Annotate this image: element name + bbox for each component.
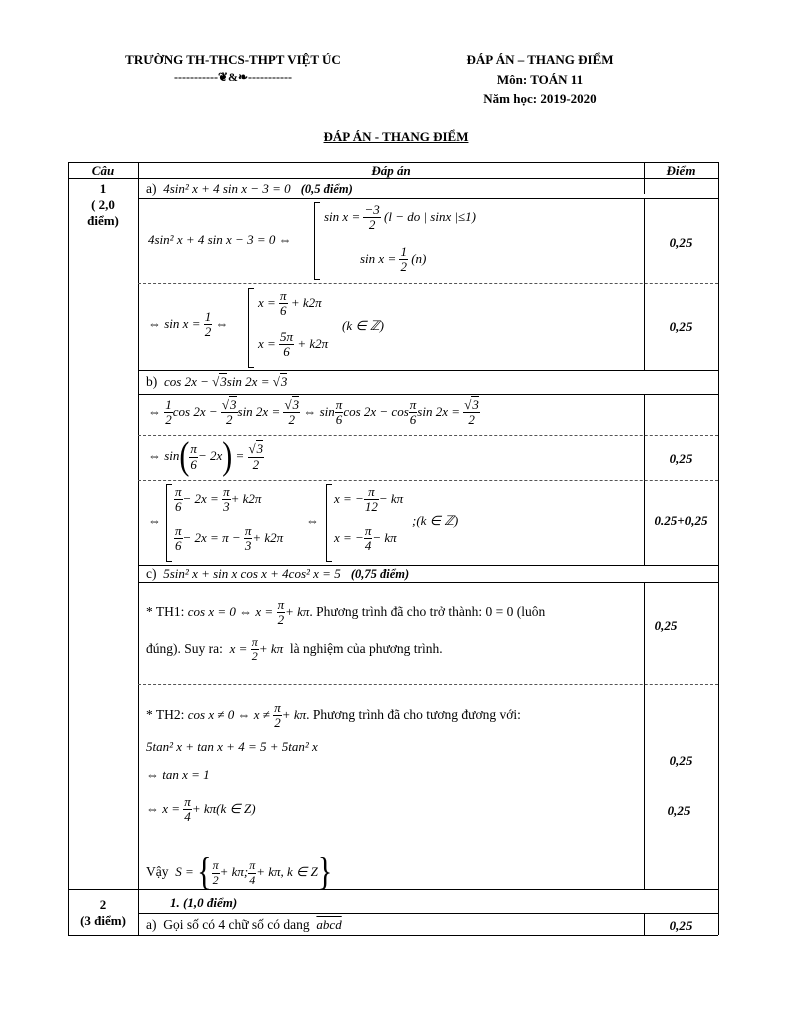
school-year: Năm học: 2019-2020 (483, 91, 597, 106)
q1a-row1-lhs: 4sin² x + 4 sin x − 3 = 0 ⇔ (148, 232, 292, 247)
q1a-row1-score: 0,25 (669, 235, 693, 250)
question-1-label: 1 ( 2,0 điểm) (87, 181, 119, 228)
answer-key-title: ĐÁP ÁN – THANG ĐIỂM (466, 52, 614, 67)
q1b-row3-rcase2: x = − $\frac{\pi}{4}$ − kπ (334, 523, 397, 554)
document-title: ĐÁP ÁN - THANG ĐIỂM (323, 129, 469, 144)
q1b-row3-condition: ;(k ∈ ℤ) (412, 513, 459, 528)
q1c-th1-score: 0,25 (654, 618, 678, 633)
q1c-heading: c) 5sin² x + sin x cos x + 4cos² x = 5 (0,75 điểm) (146, 566, 410, 581)
school-ornament: -----------❦&❧----------- (173, 70, 293, 84)
col-header-answer: Đáp án (371, 163, 411, 178)
q1c-th2-score2: 0,25 (667, 803, 691, 818)
q1b-row3-iff: ⇔ (148, 513, 161, 528)
q1a-row2-case1: x = $\frac{\pi}{6}$ + k2π (258, 288, 322, 319)
q1b-row2-score: 0,25 (669, 451, 693, 466)
q1b-row2: ⇔ sin( $\frac{\pi}{6}$ − 2x) = $\frac{√3}{2}$ (148, 434, 264, 478)
q1c-th2-line3: ⇔ tan x = 1 (146, 767, 210, 782)
q1a-row2-score: 0,25 (669, 319, 693, 334)
q1c-th1-line1: * TH1: cos x = 0 ⇔ x = $\frac{\pi}{2}$ + kπ. Phương trình đã cho trở thành: 0 = 0 (luôn (146, 597, 546, 628)
q1b-heading: b) cos 2x − √3sin 2x = √3 (146, 374, 288, 389)
q1b-row3-bracket-right (326, 484, 332, 562)
q2-part1-heading: 1. (1,0 điểm) (170, 895, 238, 910)
col-header-score: Điểm (666, 163, 696, 178)
q1c-th2-line2: 5tan² x + tan x + 4 = 5 + 5tan² x (146, 739, 318, 754)
q1b-row3-rcase1: x = − $\frac{\pi}{12}$ − kπ (334, 484, 404, 515)
subject: Môn: TOÁN 11 (496, 72, 584, 87)
q1c-conclusion: Vậy S = { $\frac{\pi}{2}$ + kπ; $\frac{\pi}{4}$ + kπ, k ∈ Z} (146, 850, 333, 894)
q1c-th2-line4: ⇔ x = $\frac{\pi}{4}$ + kπ(k ∈ Z) (146, 794, 256, 825)
q1a-row2-condition: (k ∈ ℤ) (342, 318, 384, 333)
school-name: TRƯỜNG TH-THCS-THPT VIỆT ÚC (125, 52, 341, 67)
q1b-row3-case1: $\frac{\pi}{6}$ − 2x = $\frac{\pi}{3}$ + k2π (175, 484, 262, 515)
col-header-question: Câu (91, 163, 115, 178)
q1c-th2-score1: 0,25 (669, 753, 693, 768)
q1b-row3-score: 0.25+0,25 (654, 513, 708, 528)
q1a-row1-case2: sin x = $\frac{1}{2}$ (n) (360, 244, 427, 275)
q1c-th1-line2: đúng). Suy ra: x = $\frac{\pi}{2}$ + kπ là nghiệm của phương trình. (146, 635, 443, 664)
q1c-th2-line1: * TH2: cos x ≠ 0 ⇔ x ≠ $\frac{\pi}{2}$ + kπ. Phương trình đã cho tương đương với: (146, 700, 521, 731)
q1b-row3-bracket-left (166, 484, 172, 562)
q1b-row3-case2: $\frac{\pi}{6}$ − 2x = π − $\frac{\pi}{3}$ + k2π (175, 523, 284, 554)
q1b-row3-iff2: ⇔ (306, 513, 319, 528)
q1a-heading: a) 4sin² x + 4 sin x − 3 = 0 (0,5 điểm) (146, 181, 353, 196)
q1a-row2-case2: x = $\frac{5\pi}{6}$ + k2π (258, 329, 329, 360)
q1a-row1-bracket (314, 202, 320, 280)
q1a-row2-bracket (248, 288, 254, 368)
question-2-label: 2 (3 điểm) (80, 897, 126, 928)
q1a-row2-lhs: ⇔ sin x = $\frac{1}{2}$ ⇔ (148, 309, 229, 340)
q2a-score: 0,25 (669, 918, 693, 933)
q2a-text: a) Gọi số có 4 chữ số có dang abcd (146, 917, 342, 932)
q1b-row1: ⇔ $\frac{1}{2}$ cos 2x − $\frac{√3}{2}$ sin 2x = $\frac{√3}{2}$ ⇔ sin $\frac{\pi}{6}$ cos 2x − cos $\frac{\pi}{6}$ sin 2x = $\frac{√3}{2}$ (148, 397, 479, 428)
q1a-row1-case1: sin x = $\frac{-3}{2}$ (l − do | sinx |≤1) (324, 202, 477, 233)
